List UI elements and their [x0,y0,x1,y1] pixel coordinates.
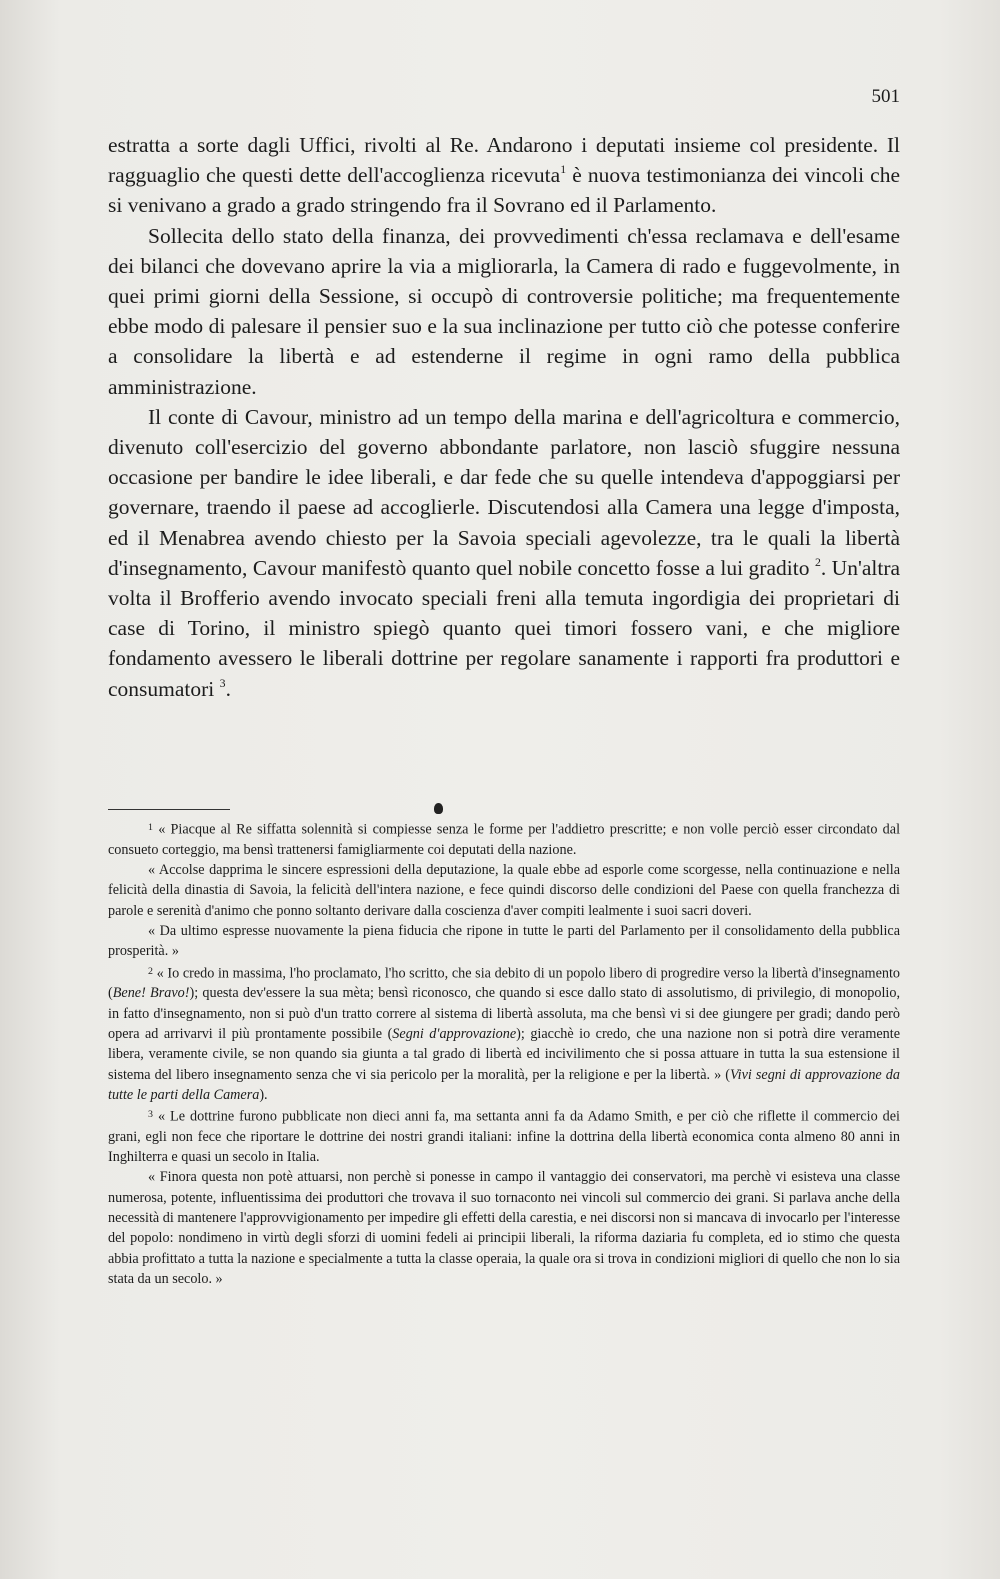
footnote-1-paragraph-1 [108,818,900,860]
footnote-2-italic-3: Vivi segni di approvazione da tutte le parti della Camera [108,1066,900,1103]
paragraph-1 [108,130,900,221]
paragraph-1-text-a: estratta a sorte dagli Uffici, rivolti al Re. Andarono i deputati insieme col presidente. Il ragguaglio che questi dette dell'accoglienza ricevuta [108,133,900,188]
footnote-rule [108,809,230,810]
paragraph-3-text-c: . [225,676,231,701]
footnote-1-text-1: « Piacque al Re siffatta solennità si compiesse senza le forme per l'addietro prescritte; e non volle perciò esser circondato dal consueto corteggio, ma bensì trattenersi famigliarmente coi deputati della nazione. [108,821,901,858]
footnote-2-italic-2: Segni d'approvazione [392,1025,517,1042]
page-number: 501 [871,86,900,107]
footnote-ref-2[interactable]: 2 [814,554,821,569]
footnote-2-text-a: « Io credo in massima, l'ho proclamato, l'ho scritto, che sia debito di un popolo libero di progredire verso la libertà d'insegnamento ( [108,965,901,1002]
main-body-text [108,130,900,704]
footnote-2 [108,962,900,1106]
footnote-3-paragraph-2: « Finora questa non potè attuarsi, non perchè si ponesse in campo il vantaggio dei conservatori, ma perchè vi esisteva una classe numerosa, potente, influentissima dei produttori che trovava il suo tornaconto nei vincoli sul commercio dei grani. Si parlava anche della necessità di mantenere l'approvvigionamento per impedire gli effetti della carestia, e nei discorsi non si mancava di invocarlo per l'interesse del popolo: nondimeno in virtù degli sforzi di uomini fedeli ai principii liberali, la riforma daziaria fu completa, ed io stimo che questa abbia profittato a tutta la nazione e specialmente a tutta la classe operaia, la quale ora si trova in condizioni migliori di quello che non lo sia stata da un secolo. » [108,1169,900,1287]
paragraph-2: Sollecita dello stato della finanza, dei provvedimenti ch'essa reclamava e dell'esame dei bilanci che dovevano aprire la via a migliorarla, la Camera di rado e fuggevolmente, in quei primi giorni della Sessione, si occupò di controversie politiche; ma frequentemente ebbe modo di palesare il pensier suo e la sua inclinazione per tutto ciò che potesse conferire a consolidare la libertà e ad estenderne il regime in ogni ramo della pubblica amministrazione. [108,223,900,399]
footnote-3-number: 3 [148,1109,153,1121]
paragraph-3 [108,402,900,704]
paragraph-3-text-a: Il conte di Cavour, ministro ad un tempo della marina e dell'agricoltura e commercio, divenuto coll'esercizio del governo abbondante parlatore, non lasciò sfuggire nessuna occasione per bandire le idee liberali, e dar fede che su quelle intendeva d'appoggiarsi per governare, traendo il paese ad accoglierle. Discutendosi alla Camera una legge d'imposta, ed il Menabrea avendo chiesto per la Savoia speciali agevolezze, tra le quali la libertà d'insegnamento, Cavour manifestò quanto quel nobile concetto fosse a lui gradito [108,404,900,580]
footnote-2-italic-1: Bene! Bravo! [112,985,190,1002]
footnote-2-text-c: ); giacchè io credo, che una nazione non si potrà dire veramente libera, veramente civile, se non quando sia giunta a tal grado di libertà ed incivilimento che si possa attuare in tutta la sua estensione il sistema del libero insegnamento senza che vi sia pericolo per la moralità, per la religione e per la libertà. » ( [108,1025,900,1083]
footnote-1-paragraph-2: « Accolse dapprima le sincere espressioni della deputazione, la quale ebbe ad esporle come scorgesse, nella continuazione e nella felicità della dinastia di Savoia, la felicità dell'intera nazione, e fece quindi discorso delle condizioni del Paese con quella franchezza di parole e serenità d'animo che ponno soltanto derivare dalla coscienza d'aver compiti lealmente i suoi sacri doveri. [108,862,900,919]
paragraph-1-text-b: è nuova testimonianza dei vincoli che si venivano a grado a grado stringendo fra il Sovrano ed il Parlamento. [108,163,900,218]
footnote-1-number: 1 [148,822,153,833]
ink-blot-mark [434,803,443,814]
footnote-3-text-1: « Le dottrine furono pubblicate non dieci anni fa, ma settanta anni fa da Adamo Smith, e per ciò che riflette il commercio dei grani, egli non fece che riportare le dottrine dei nostri grandi italiani: infine la dottrina della libertà economica conta almeno 80 anni in Inghilterra e quasi un secolo in Italia. [108,1108,900,1166]
paragraph-3-text-b: . Un'altra volta il Brofferio avendo invocato speciali freni alla temuta ingordigia dei proprietari di case di Torino, il ministro spiegò quanto quei timori fossero vani, e che migliore fondamento avessero le liberali dottrine per regolare sanamente i rapporti fra produttori e consumatori [108,555,901,701]
footnote-ref-1[interactable]: 1 [560,162,567,177]
footnote-3-paragraph-1 [108,1105,900,1167]
footnote-ref-3[interactable]: 3 [219,675,226,690]
footnote-2-text-d: ). [259,1086,268,1103]
footnotes-section [108,818,900,1289]
footnote-2-text-b: ); questa dev'essere la sua mèta; bensì riconosco, che quando si esce dallo stato di assolutismo, di privilegio, di monopolio, in fatto d'insegnamento, non si può d'un tratto correre al sistema di libertà assoluta, ma che bensì vi si dee giungere per gradi; dando però opera ad arrivarvi il più prontamente possibile ( [108,985,900,1042]
footnote-separator [108,800,900,820]
footnote-2-number: 2 [148,965,153,977]
footnote-1-paragraph-3: « Da ultimo espresse nuovamente la piena fiducia che ripone in tutte le parti del Parlamento per il consolidamento della pubblica prosperità. » [108,922,900,960]
